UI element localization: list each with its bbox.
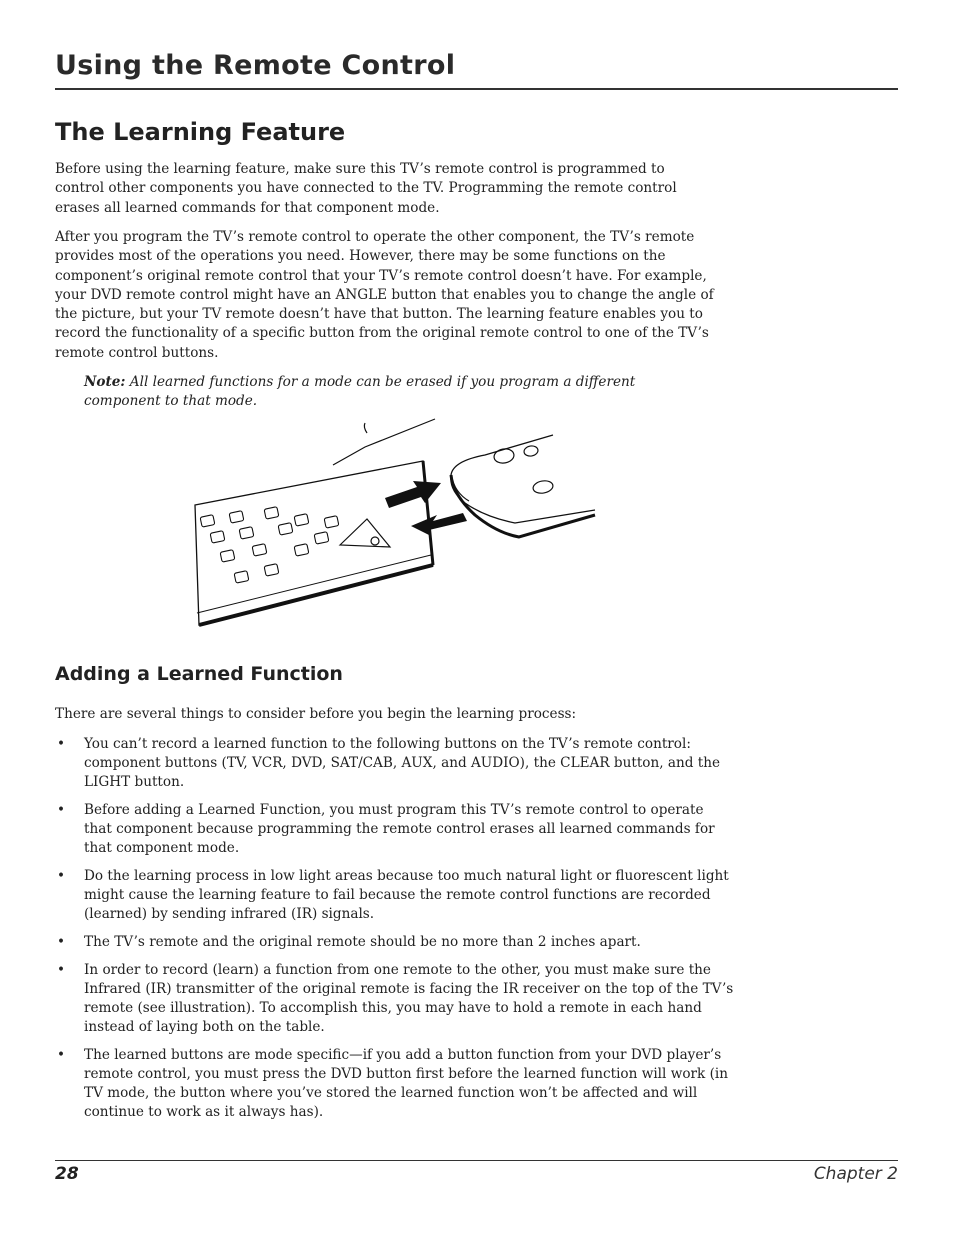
list-item: • Before adding a Learned Function, you must program this TV’s remote control to operate that component because programming the remote control erases all learned commands for that component mode. <box>57 802 715 856</box>
paragraph-intro: Before using the learning feature, make sure this TV’s remote control is programmed to control other components you have connected to the TV. Programming the remote control erases all learned commands for that component mode. <box>55 161 677 216</box>
footer-divider <box>55 1160 898 1161</box>
note <box>84 373 714 412</box>
subsection-intro: There are several things to consider before you begin the learning process: <box>55 706 577 722</box>
page-number: 28 <box>55 1164 79 1184</box>
note-text: All learned functions for a mode can be erased if you program a different component to that mode. <box>84 374 636 410</box>
original-remote <box>451 435 595 537</box>
tv-remote-buttons <box>200 507 339 583</box>
tv-remote-outline <box>195 461 433 625</box>
list-item: • You can’t record a learned function to the following buttons on the TV’s remote control: component buttons (TV, VCR, DVD, SAT/CAB, AUX, and AUDIO), the CLEAR button, and the LIGHT button. <box>57 736 721 790</box>
list-item: • The TV’s remote and the original remote should be no more than 2 inches apart. <box>57 934 641 950</box>
considerations-list <box>55 735 735 1122</box>
section-title: The Learning Feature <box>55 118 346 146</box>
list-item: • In order to record (learn) a function from one remote to the other, you must make sure the Infrared (IR) transmitter of the original remote is facing the IR receiver on the top of the TV’s remote (see illustration). To accomplish this, you may have to hold a remote in each hand instead of laying both on the table. <box>57 962 734 1035</box>
header-divider <box>55 88 898 90</box>
chapter-label: Chapter 2 <box>813 1164 898 1184</box>
note-label: Note: <box>84 374 126 390</box>
paragraph-explanation: After you program the TV’s remote control to operate the other component, the TV’s remote provides most of the operations you need. However, there may be some functions on the component’s original remote control that your TV’s remote control doesn’t have. For example, your DVD remote control might have an ANGLE button that enables you to change the angle of the picture, but your TV remote doesn’t have that button. The learning feature enables you to record the functionality of a specific button from the original remote control to one of the TV’s remote control buttons. <box>55 229 714 361</box>
subsection-title: Adding a Learned Function <box>55 663 343 685</box>
list-item: • Do the learning process in low light areas because too much natural light or fluorescent light might cause the learning feature to fail because the remote control functions are recorded (learned) by sending infrared (IR) signals. <box>57 868 729 922</box>
remote-learning-illustration <box>185 415 605 645</box>
page-header-title: Using the Remote Control <box>55 50 456 81</box>
list-item: • The learned buttons are mode specific—if you add a button function from your DVD player’s remote control, you must press the DVD button first before the learned function will work (in TV mode, the button where you’ve stored the learned function won’t be affected and will continue to work as it always has). <box>57 1047 728 1120</box>
